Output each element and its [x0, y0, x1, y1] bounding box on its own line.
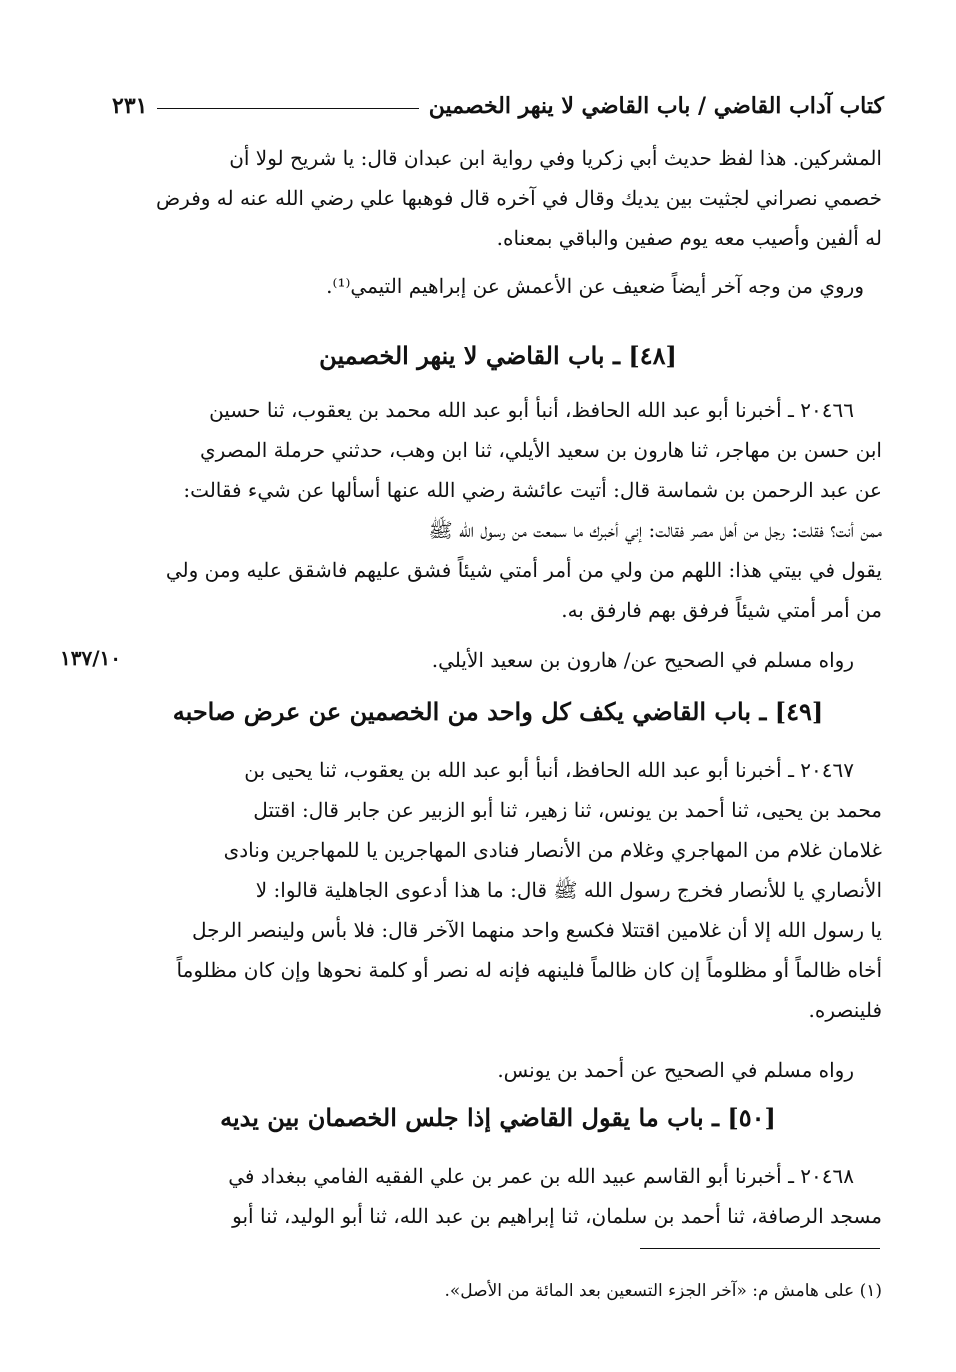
section-49-body: [132, 750, 882, 1030]
text-line: له ألفين وأصيب معه يوم صفين والباقي بمعناه.: [496, 226, 882, 250]
text-line: مسجد الرصافة، ثنا أحمد بن سلمان، ثنا إبراهيم بن عبد الله، ثنا أبو الوليد، ثنا أبو: [232, 1204, 882, 1228]
header-rule: [157, 108, 418, 109]
running-header: [112, 88, 884, 124]
intro-note: [132, 266, 882, 306]
text-line: يقول في بيتي هذا: اللهم من ولي من أمر أمتي شيئاً فشق عليهم فاشقق عليه ومن ولي: [165, 558, 882, 582]
text-line: خصمي نصراني لجثيت بين يديك وقال في آخره قال فوهبها علي رضي الله عنه له وفرض: [155, 186, 882, 210]
text-line: ممن أنت؟ فقلت: رجل من أهل مصر فقالت: إني أخبرك ما سمعت من رسول الله ﷺ: [428, 518, 882, 542]
section-48-body: [132, 390, 882, 630]
footnote: (١) على هامش م: «آخر الجزء التسعين بعد المائة من الأصل».: [444, 1281, 882, 1301]
margin-reference: ١٣٧/١٠: [60, 646, 122, 670]
text-line: من أمر أمتي شيئاً فرفق بهم فارفق به.: [561, 598, 882, 622]
text-line: أخاه ظالماً أو مظلوماً إن كان ظالماً فلينهه فإنه له نصر أو كلمة نحوها وإن كان مظلوماً: [176, 958, 882, 982]
section-48-riwaya: [132, 640, 882, 680]
text-line: وروي من وجه آخر أيضاً ضعيف عن الأعمش عن إبراهيم التيمي⁽¹⁾.: [326, 274, 864, 298]
text-line: رواه مسلم في الصحيح عن/ هارون بن سعيد الأيلي.: [431, 648, 854, 672]
text-line: غلامان غلام من المهاجري وغلام من الأنصار فنادى المهاجرين يا للمهاجرين ونادى: [223, 838, 882, 862]
text-line: ٢٠٤٦٧ ـ أخبرنا أبو عبد الله الحافظ، أنبأ أبو عبد الله بن يعقوب، ثنا يحيى بن: [244, 758, 854, 782]
intro-paragraph: [132, 138, 882, 258]
text-line: يا رسول الله إلا أن غلامين اقتتلا فكسع واحد منهما الآخر قال: فلا بأس ولينصر الرجل: [191, 918, 882, 942]
text-line: عن عبد الرحمن بن شماسة قال: أتيت عائشة رضي الله عنها أسألها عن شيء فقالت:: [183, 478, 882, 502]
text-line: المشركين. هذا لفظ حديث أبي زكريا وفي رواية ابن عبدان قال: يا شريح لولا أن: [229, 146, 882, 170]
footnote-rule: [640, 1248, 880, 1249]
text-line: الأنصاري يا للأنصار فخرج رسول الله ﷺ قال: ما هذا أدعوى الجاهلية قالوا: لا: [255, 878, 882, 902]
section-48-heading: [٤٨] ـ باب القاضي لا ينهر الخصمين: [319, 341, 677, 370]
section-50-heading: [٥٠] ـ باب ما يقول القاضي إذا جلس الخصمان بين يديه: [220, 1103, 776, 1132]
running-title: كتاب آداب القاضي / باب القاضي لا ينهر الخصمين: [428, 93, 884, 119]
text-line: ٢٠٤٦٨ ـ أخبرنا أبو القاسم عبيد الله بن عمر بن علي الفقيه الفامي ببغداد في: [228, 1164, 854, 1188]
section-49-heading: [٤٩] ـ باب القاضي يكف كل واحد من الخصمين عن عرض صاحبه: [172, 697, 824, 726]
text-line: ٢٠٤٦٦ ـ أخبرنا أبو عبد الله الحافظ، أنبأ أبو عبد الله محمد بن يعقوب، ثنا حسين: [209, 398, 854, 422]
text-line: محمد بن يحيى، ثنا أحمد بن يونس، ثنا زهير، ثنا أبو الزبير عن جابر قال: اقتتل: [253, 798, 882, 822]
section-50-body: [132, 1156, 882, 1236]
section-49-riwaya: [132, 1050, 882, 1090]
text-line: فلينصره.: [808, 998, 882, 1022]
page-number: ٢٣١: [112, 93, 148, 119]
text-line: رواه مسلم في الصحيح عن أحمد بن يونس.: [497, 1058, 854, 1082]
text-line: ابن حسن بن مهاجر، ثنا هارون بن سعيد الأيلي، ثنا ابن وهب، حدثني حرملة المصري: [200, 438, 882, 462]
